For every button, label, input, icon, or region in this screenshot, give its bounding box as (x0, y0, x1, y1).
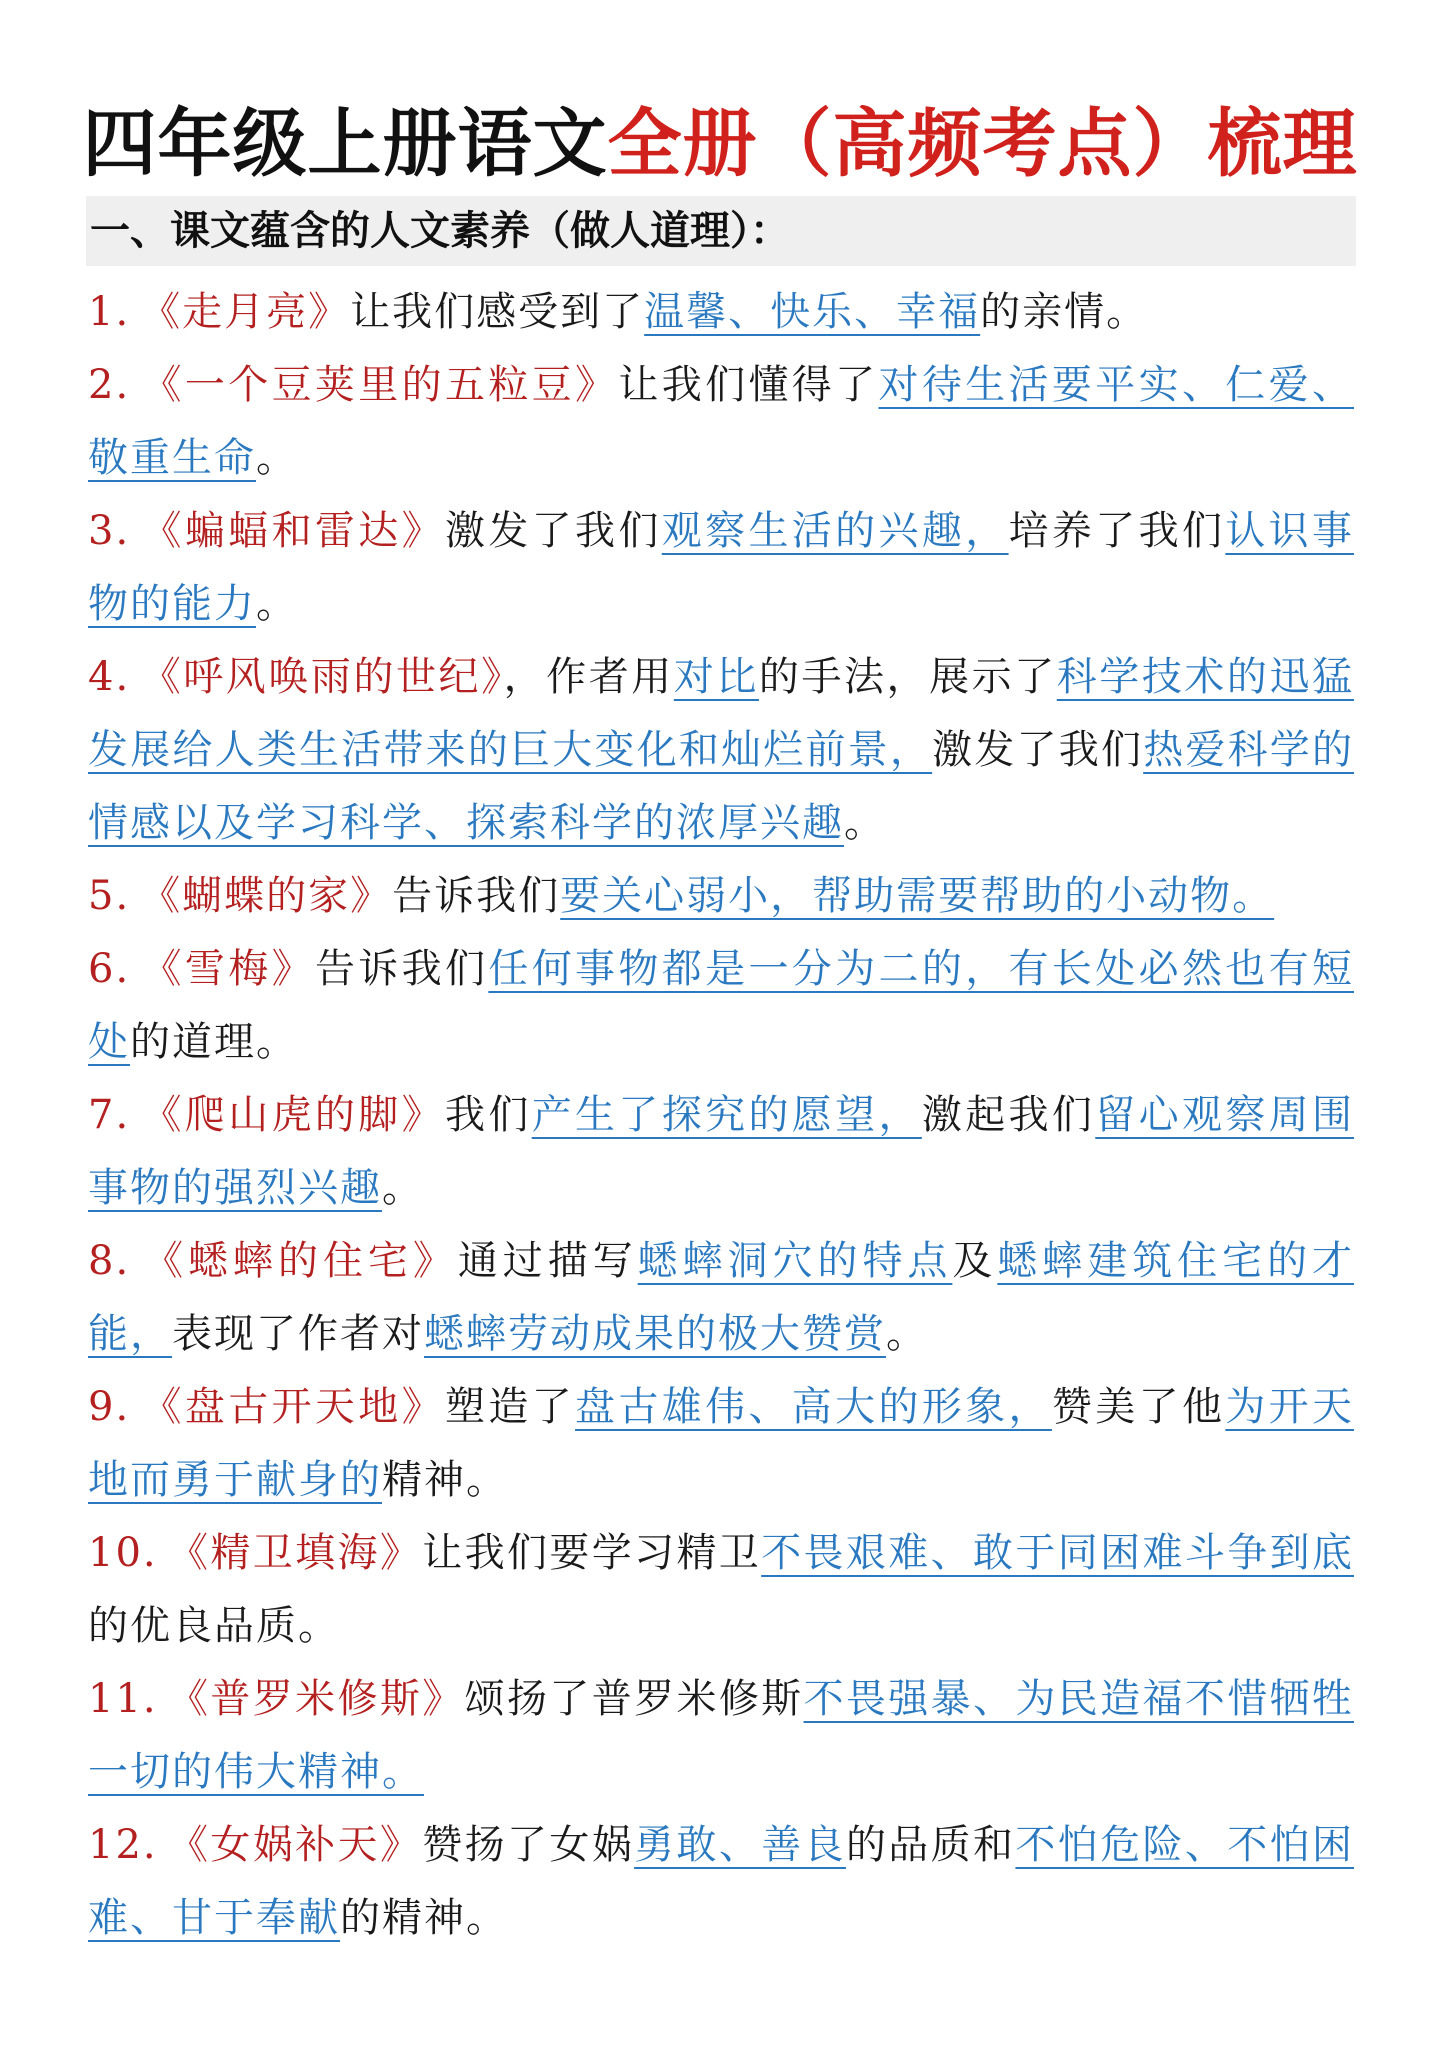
item-number: 3. (88, 508, 131, 554)
list-item (88, 349, 1354, 495)
lesson-title: 《蝴蝶的家》 (140, 873, 393, 919)
item-text: 通过描写 (457, 1238, 638, 1284)
list-item (88, 860, 1354, 933)
item-text: 告诉我们 (392, 873, 561, 919)
key-point: 对比 (673, 654, 759, 700)
item-text: 让我们懂得了 (618, 362, 879, 408)
key-point: 观察生活的兴趣， (661, 508, 1009, 554)
item-number: 2. (88, 362, 131, 408)
title-part-red: 全册（高频考点）梳理 (607, 101, 1358, 187)
item-text: 的亲情。 (980, 289, 1149, 335)
item-text: 的道理。 (130, 1019, 298, 1065)
item-text: 塑造了 (444, 1384, 576, 1430)
key-point: 为开天地而勇于献身的 (88, 1384, 1355, 1503)
key-point: 要关心弱小，帮助需要帮助的小动物。 (560, 873, 1275, 919)
item-number: 1. (88, 289, 131, 335)
item-text: 精神。 (382, 1457, 508, 1503)
item-number: 10. (88, 1530, 158, 1576)
item-number: 6. (88, 946, 131, 992)
item-text: 激起我们 (921, 1092, 1096, 1138)
item-text: 让我们感受到了 (350, 289, 645, 335)
item-text: 。 (382, 1165, 424, 1211)
item-text: 让我们要学习精卫 (422, 1530, 762, 1576)
key-point: 勇敢、善良 (634, 1822, 846, 1868)
item-text: 。 (886, 1311, 928, 1357)
list-item (88, 1079, 1354, 1225)
key-point: 不畏强暴、为民造福不惜牺牲一切的伟大精神。 (88, 1676, 1355, 1795)
lesson-title: 《盘古开天地》 (140, 1384, 445, 1430)
item-text: 。 (256, 435, 298, 481)
key-point: 产生了探究的愿望， (531, 1092, 922, 1138)
lesson-title: 《精卫填海》 (167, 1530, 423, 1576)
item-text: 激发了我们 (932, 727, 1144, 773)
title-part-black: 四年级上册语文 (82, 101, 608, 187)
key-point: 热爱科学的情感以及学习科学、探索科学的浓厚兴趣 (88, 727, 1355, 846)
item-number: 7. (88, 1092, 131, 1138)
item-number: 11. (88, 1676, 158, 1722)
lesson-title: 《雪梅》 (140, 946, 315, 992)
item-text: 的品质和 (845, 1822, 1016, 1868)
item-text: 的手法，展示了 (758, 654, 1057, 700)
item-text: ，作者用 (503, 654, 674, 700)
item-number: 4. (88, 654, 131, 700)
item-text: 赞美了他 (1051, 1384, 1226, 1430)
key-point: 任何事物都是一分为二的，有长处必然也有短处 (88, 946, 1355, 1065)
lesson-title: 《爬山虎的脚》 (140, 1092, 445, 1138)
list-item (88, 1809, 1354, 1955)
key-point: 盘古雄伟、高大的形象， (575, 1384, 1052, 1430)
key-point: 科学技术的迅猛发展给人类生活带来的巨大变化和灿烂前景， (88, 654, 1355, 773)
page-title (0, 96, 1440, 192)
item-text: 表现了作者对 (172, 1311, 424, 1357)
item-text: 颂扬了普罗米修斯 (464, 1676, 804, 1722)
points-list (88, 276, 1354, 1955)
item-text: 我们 (444, 1092, 532, 1138)
key-point: 温馨、快乐、幸福 (644, 289, 981, 335)
section-heading-bar (86, 196, 1356, 266)
item-number: 8. (88, 1238, 131, 1284)
item-text: 激发了我们 (444, 508, 662, 554)
list-item (88, 1663, 1354, 1809)
key-point: 蟋蟀建筑住宅的才能， (88, 1238, 1355, 1357)
item-text: 及 (952, 1238, 998, 1284)
key-point: 蟋蟀劳动成果的极大赞赏 (424, 1311, 886, 1357)
item-text: 培养了我们 (1008, 508, 1226, 554)
list-item (88, 1371, 1354, 1517)
item-number: 5. (88, 873, 131, 919)
item-text: 。 (844, 800, 886, 846)
lesson-title: 《蝙蝠和雷达》 (140, 508, 445, 554)
key-point: 不畏艰难、敢于同困难斗争到底 (761, 1530, 1355, 1576)
item-text: 的优良品质。 (88, 1603, 340, 1649)
list-item (88, 1225, 1354, 1371)
lesson-title: 《走月亮》 (140, 289, 351, 335)
list-item (88, 641, 1354, 860)
item-text: 赞扬了女娲 (422, 1822, 635, 1868)
list-item (88, 495, 1354, 641)
item-number: 12. (88, 1822, 158, 1868)
lesson-title: 《一个豆荚里的五粒豆》 (140, 362, 619, 408)
item-text: 的精神。 (340, 1895, 508, 1941)
lesson-title: 《呼风唤雨的世纪》 (140, 654, 504, 700)
lesson-title: 《蟋蟀的住宅》 (140, 1238, 458, 1284)
list-item (88, 933, 1354, 1079)
key-point: 留心观察周围事物的强烈兴趣 (88, 1092, 1355, 1211)
key-point: 不怕危险、不怕困难、甘于奉献 (88, 1822, 1355, 1941)
list-item (88, 1517, 1354, 1663)
key-point: 对待生活要平实、仁爱、敬重生命 (88, 362, 1355, 481)
key-point: 蟋蟀洞穴的特点 (637, 1238, 953, 1284)
item-text: 。 (256, 581, 298, 627)
lesson-title: 《普罗米修斯》 (167, 1676, 465, 1722)
section-heading: 一、课文蕴含的人文素养（做人道理）： (90, 208, 790, 254)
list-item (88, 276, 1354, 349)
item-text: 告诉我们 (314, 946, 489, 992)
item-number: 9. (88, 1384, 131, 1430)
key-point: 认识事物的能力 (88, 508, 1355, 627)
lesson-title: 《女娲补天》 (167, 1822, 423, 1868)
